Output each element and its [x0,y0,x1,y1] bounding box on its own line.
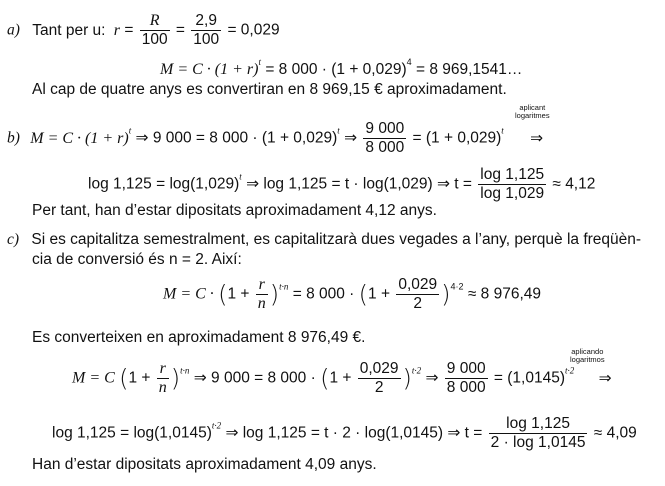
rate-value: = 0,029 [227,21,280,39]
part-b-log-line: $\log 1,125 = \log(1,029)^t$ ⇒ log 1,125 = t · log(1,029) ⇒ t = $\frac{\log 1,125}{\log 1,029}$ ≈ 4,12 [88,166,596,202]
fraction-9000-over-8000-c: $\frac{9 000}{8 000}$ [446,360,486,396]
fraction-0-029-over-2-b: $\frac{0,029}{2}$ [359,360,399,396]
implies-arrow-c: ⇒ [598,368,612,387]
fraction-9000-over-8000: $\frac{9 000}{8 000}$ [365,120,405,156]
note-aplicando-logaritmos: aplicando logaritmos [570,347,605,364]
var-r: r [113,21,121,39]
implies-arrow: ⇒ [530,128,544,147]
part-a-intro: Tant per u: [32,21,106,39]
fraction-r-over-100: $\frac{R}{100}$ [141,12,168,48]
fraction-r-over-n: $\frac{r}{n}$ [257,276,266,312]
part-c-formula-1: M = C · (1 + $\frac{r}{n}$ )$^{t\cdot n}$ = 8 000 · (1 + $\frac{0,029}{2}$ )$^{4\cdot 2}$ ≈ 8 976,49 [163,276,541,312]
fraction-0-029-over-2: $\frac{0,029}{2}$ [398,276,438,312]
part-b-label: b) [7,129,20,147]
fraction-log-1-125-over-log-1-029: $\frac{\log 1,125}{\log 1,029}$ [480,166,545,202]
part-a-intro-line: a) Tant per u: r = $\frac{R}{100}$ = $\frac{2,9}{100}$ = 0,029 [7,12,280,48]
part-b-conclusion: Per tant, han d’estar dipositats aproximadament 4,12 anys. [32,202,437,219]
part-c-log-line: $\log 1,125 = \log(1,0145)^{t\cdot 2}$ ⇒ log 1,125 = t · 2 · log(1,0145) ⇒ t = $\frac{\log 1,125}{2 \cdot \log 1,0145}$ ≈ 4,09 [52,415,637,451]
fraction-log-1-125-over-2log-1-0145: $\frac{\log 1,125}{2 \cdot \log 1,0145}$ [490,415,586,451]
part-a-conclusion: Al cap de quatre anys es convertiran en 8 969,15 € aproximadament. [32,81,507,98]
note-aplicant-logaritmes: aplicant logaritmes [515,103,550,120]
fraction-r-over-n-2: $\frac{r}{n}$ [158,360,167,396]
fraction-2-9-over-100: $\frac{2,9}{100}$ [193,12,220,48]
part-c-formula-2: M = C (1 + $\frac{r}{n}$ )$^{t\cdot n}$ ⇒ 9 000 = 8 000 · (1 + $\frac{0,029}{2}$ )$^{t\cdot 2}$ ⇒ $\frac{9 000}{8 000}$ = $(1,0145)^{t\cdot 2}$ ⇒ [72,360,612,396]
part-c-text-1: c) Si es capitalitza semestralment, es capitalitzarà dues vegades a l’any, perquè la freqüèn- [7,231,642,248]
part-b-equation: b) $M = C \cdot (1 + r)^t$ ⇒ 9 000 = 8 $000 \cdot (1 + 0,029)^t$ ⇒ $\frac{9 000}{8 000}$ = $(1 + 0,029)^t$ ⇒ [7,120,544,156]
part-c-conclusion: Han d’estar dipositats aproximadament 4,09 anys. [32,456,377,473]
part-a-label: a) [7,21,20,39]
part-c-mid-text: Es converteixen en aproximadament 8 976,49 €. [32,329,366,346]
part-a-formula: $M = C \cdot (1 + r)^t = 8$ $000 \cdot (1 + 0,029)^4 = 8$ 969,1541… [160,57,523,78]
part-c-text-2: cia de conversió és n = 2. Així: [32,251,242,268]
part-c-label: c) [7,231,20,248]
